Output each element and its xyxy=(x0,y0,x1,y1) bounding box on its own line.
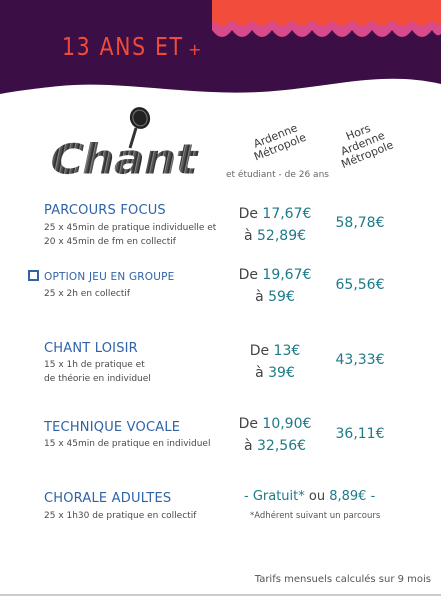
column-subnote: et étudiant - de 26 ans xyxy=(226,170,329,180)
price-prefix: De xyxy=(249,343,274,359)
price-value: 32,56€ xyxy=(257,438,307,454)
price-value: 17,67€ xyxy=(262,206,312,222)
price-hors-option-jeu: 65,56€ xyxy=(335,277,385,293)
price-prefix: à xyxy=(243,228,258,244)
chant-logo-word: Chant xyxy=(44,134,203,184)
price-prefix: De xyxy=(238,267,263,283)
column-header-hors-ardenne: Hors Ardenne Métropole xyxy=(338,121,396,172)
row-desc-line: 25 x 45min de pratique individuelle et xyxy=(44,223,217,233)
footer-note: Tarifs mensuels calculés sur 9 mois xyxy=(254,574,431,585)
row-desc-parcours-focus xyxy=(44,221,216,249)
age-plus: + xyxy=(188,40,202,59)
price-ou: ou xyxy=(304,489,330,504)
price-value: 52,89€ xyxy=(257,228,307,244)
price-value: 10,90€ xyxy=(262,416,312,432)
row-desc-technique-vocale xyxy=(44,437,210,451)
header-banner xyxy=(0,0,441,110)
row-desc-chant-loisir xyxy=(44,358,151,386)
price-hors-chant-loisir: 43,33€ xyxy=(335,352,385,368)
price-value: 13€ xyxy=(273,343,301,359)
row-desc-line: 25 x 1h30 de pratique en collectif xyxy=(44,511,197,521)
price-hors-parcours-focus: 58,78€ xyxy=(335,215,385,231)
row-title-chant-loisir: CHANT LOISIR xyxy=(44,341,138,356)
bottom-divider xyxy=(0,594,441,596)
price-prefix: De xyxy=(238,206,263,222)
row-desc-line: de théorie en individuel xyxy=(44,374,151,384)
row-title-technique-vocale: TECHNIQUE VOCALE xyxy=(44,420,181,435)
price-prefix: De xyxy=(238,416,263,432)
row-title-option-jeu: OPTION JEU EN GROUPE xyxy=(44,271,175,283)
row-desc-line: 25 x 2h en collectif xyxy=(44,289,131,299)
row-desc-chorale-adultes xyxy=(44,509,196,523)
price-ardenne-chant-loisir xyxy=(230,340,320,384)
scallop-decoration xyxy=(212,0,441,37)
row-desc-line: 15 x 45min de pratique en individuel xyxy=(44,439,211,449)
price-ardenne-option-jeu xyxy=(230,264,320,308)
price-value: 59€ xyxy=(268,289,295,305)
chorale-footnote: *Adhérent suivant un parcours xyxy=(250,511,381,521)
price-prefix: à xyxy=(243,438,258,454)
price-chorale-value: 8,89€ - xyxy=(329,489,376,504)
row-title-chorale-adultes: CHORALE ADULTES xyxy=(44,491,172,506)
price-gratuit: - Gratuit* xyxy=(244,489,305,504)
price-chorale xyxy=(244,489,375,504)
row-desc-line: 20 x 45min de fm en collectif xyxy=(44,237,176,247)
column-header-ardenne: Ardenne Métropole xyxy=(251,121,309,164)
chant-logo xyxy=(44,104,203,192)
price-value: 39€ xyxy=(268,365,295,381)
row-desc-option-jeu xyxy=(44,287,130,301)
row-desc-line: 15 x 1h de pratique et xyxy=(44,360,145,370)
price-ardenne-parcours-focus xyxy=(230,203,320,247)
row-title-parcours-focus: PARCOURS FOCUS xyxy=(44,203,166,218)
price-prefix: à xyxy=(255,365,269,381)
price-prefix: à xyxy=(255,289,269,305)
age-title: 13 ANS ET xyxy=(62,32,184,61)
price-ardenne-technique-vocale xyxy=(230,413,320,457)
price-hors-technique-vocale: 36,11€ xyxy=(335,426,385,442)
option-checkbox[interactable] xyxy=(28,270,39,281)
price-value: 19,67€ xyxy=(262,267,312,283)
